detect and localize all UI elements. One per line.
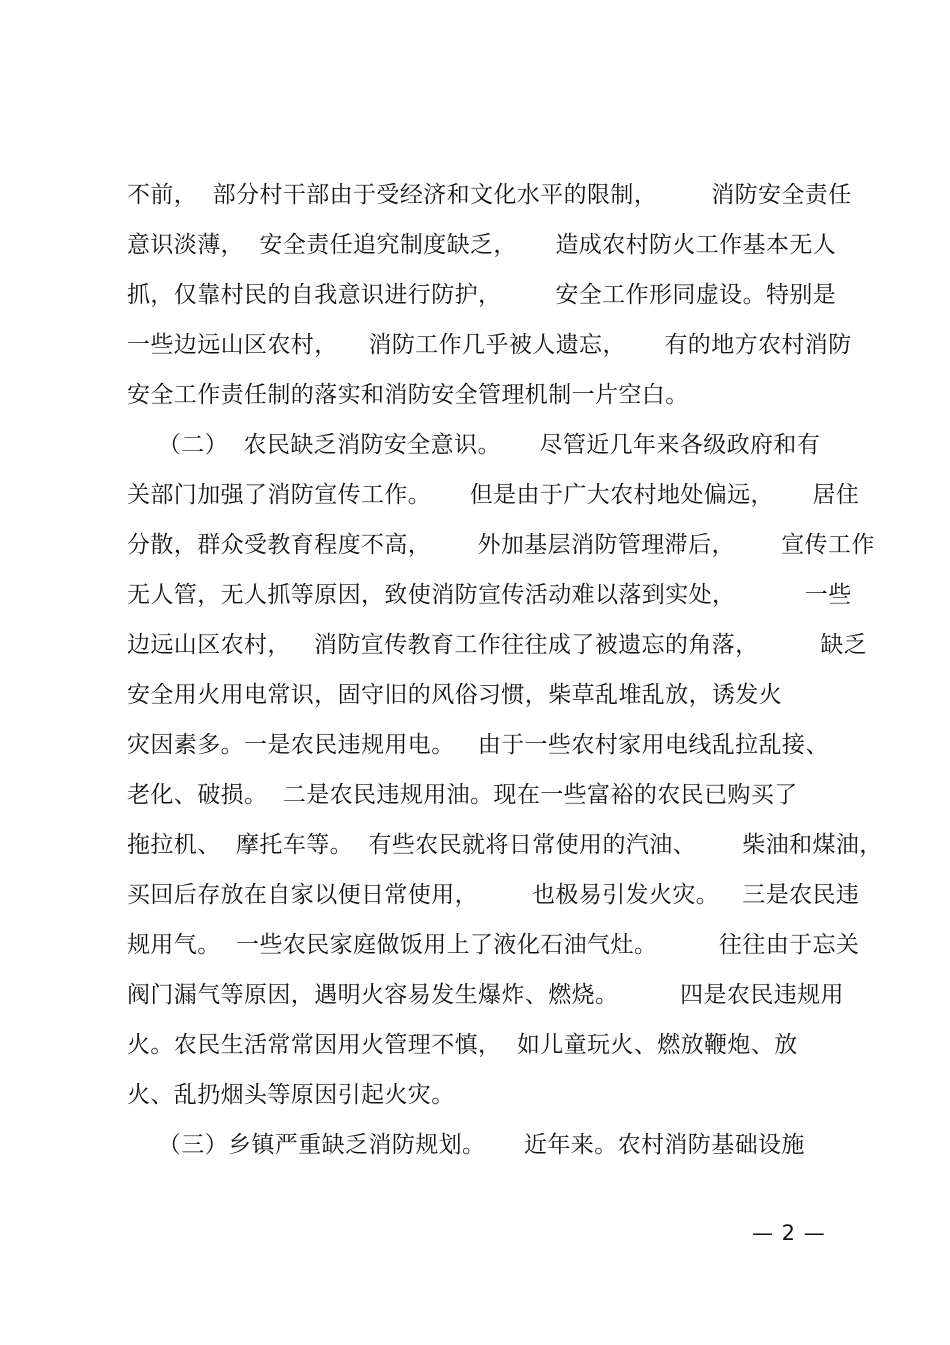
page-number: — 2 — bbox=[752, 1221, 826, 1245]
body-text-line: 无人管，无人抓等原因，致使消防宣传活动难以落到实处， 一些 bbox=[127, 582, 852, 608]
body-text-line: 火。农民生活常常因用火管理不慎， 如儿童玩火、燃放鞭炮、放 bbox=[127, 1032, 798, 1058]
body-text-line: 抓，仅靠村民的自我意识进行防护， 安全工作形同虚设。特别是 bbox=[127, 282, 837, 308]
body-text-line: 边远山区农村， 消防宣传教育工作往往成了被遗忘的角落， 缺乏 bbox=[127, 632, 868, 658]
section-heading-line: （三）乡镇严重缺乏消防规划。 近年来。农村消防基础设施 bbox=[127, 1132, 805, 1158]
body-text-line: 分散，群众受教育程度不高， 外加基层消防管理滞后， 宣传工作 bbox=[127, 532, 875, 558]
body-text-line: 一些边远山区农村， 消防工作几乎被人遗忘， 有的地方农村消防 bbox=[127, 332, 852, 358]
body-text-line: 安全用火用电常识，固守旧的风俗习惯，柴草乱堆乱放，诱发火 bbox=[127, 682, 783, 708]
body-text-line: 拖拉机、 摩托车等。 有些农民就将日常使用的汽油、 柴油和煤油， bbox=[127, 832, 883, 858]
body-text-line: 灾因素多。一是农民违规用电。 由于一些农村家用电线乱拉乱接、 bbox=[127, 732, 829, 758]
body-text-line: 不前， 部分村干部由于受经济和文化水平的限制， 消防安全责任 bbox=[127, 182, 852, 208]
body-text-line: 老化、破损。 二是农民违规用油。现在一些富裕的农民已购买了 bbox=[127, 782, 798, 808]
section-heading-line: （二） 农民缺乏消防安全意识。 尽管近几年来各级政府和有 bbox=[127, 432, 821, 458]
body-text-line: 火、乱扔烟头等原因引起火灾。 bbox=[127, 1082, 455, 1108]
body-text-line: 阀门漏气等原因，遇明火容易发生爆炸、燃烧。 四是农民违规用 bbox=[127, 982, 844, 1008]
body-text-line: 意识淡薄， 安全责任追究制度缺乏， 造成农村防火工作基本无人 bbox=[127, 232, 837, 258]
body-text-line: 买回后存放在自家以便日常使用， 也极易引发火灾。 三是农民违 bbox=[127, 882, 860, 908]
body-text-line: 关部门加强了消防宣传工作。 但是由于广大农村地处偏远， 居住 bbox=[127, 482, 860, 508]
body-text-line: 安全工作责任制的落实和消防安全管理机制一片空白。 bbox=[127, 382, 689, 408]
body-text-line: 规用气。 一些农民家庭做饭用上了液化石油气灶。 往往由于忘关 bbox=[127, 932, 860, 958]
